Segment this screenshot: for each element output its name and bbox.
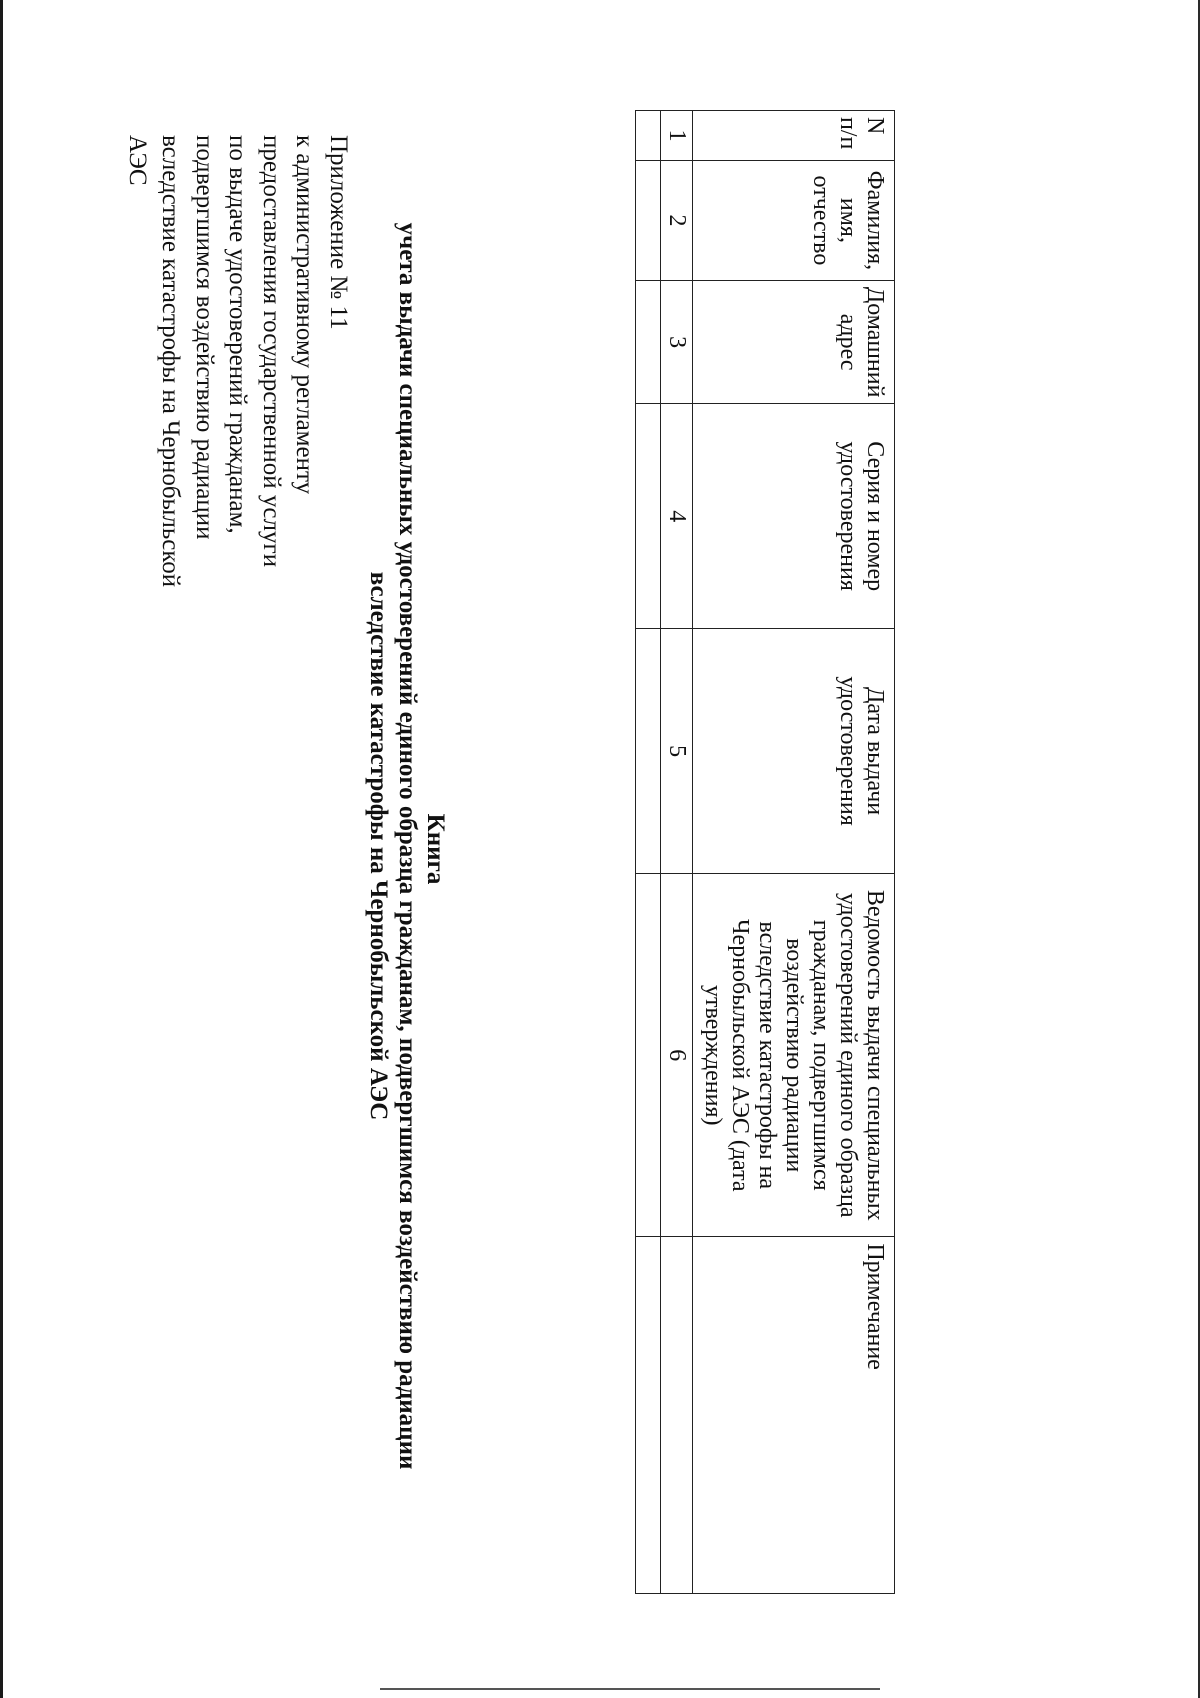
header-cell-number: N п/п (693, 111, 895, 161)
table-cell (636, 111, 661, 161)
table-cell (636, 1237, 661, 1594)
header-cell-series-number: Серия и номер удостоверения (693, 404, 895, 629)
table-cell (636, 280, 661, 404)
table-header-row (693, 111, 895, 1594)
table-row (636, 111, 661, 1594)
table-cell (636, 874, 661, 1237)
column-number-cell: 6 (661, 874, 693, 1237)
column-number-cell (661, 1237, 693, 1594)
table-column-numbers-row (661, 111, 693, 1594)
header-cell-note: Примечание (693, 1237, 895, 1594)
header-cell-home-address: Домашний адрес (693, 280, 895, 404)
table-cell (636, 404, 661, 629)
column-number-cell: 4 (661, 404, 693, 629)
column-number-cell: 5 (661, 629, 693, 874)
header-cell-statement: Ведомость выдачи специальных удостоверений единого образца гражданам, подвергшимся воздействию радиации вследствие катастрофы на Чернобыльской АЭС (дата утверждения) (693, 874, 895, 1237)
registry-table (635, 110, 895, 1594)
column-number-cell: 2 (661, 161, 693, 281)
appendix-line: к административному регламенту (291, 135, 319, 495)
document-subtitle-line1: учета выдачи специальных удостоверений единого образца гражданам, подвергшимся воздействию радиации (394, 222, 421, 1470)
column-number-cell: 3 (661, 280, 693, 404)
appendix-note (121, 135, 356, 675)
document-subtitle-line2: вследствие катастрофы на Чернобыльской АЭС (365, 571, 392, 1121)
table-cell (636, 161, 661, 281)
header-cell-issue-date: Дата выдачи удостоверения (693, 629, 895, 874)
column-number-cell: 1 (661, 111, 693, 161)
appendix-line: Приложение № 11 (325, 135, 352, 330)
appendix-line: подвергшимся воздействию радиации (191, 135, 218, 540)
appendix-line: предоставления государственной услуги (258, 135, 285, 568)
document-title: Книга (422, 813, 449, 885)
appendix-line: по выдаче удостоверений гражданам, (224, 135, 252, 534)
appendix-line: вследствие катастрофы на Чернобыльской (157, 135, 185, 588)
table-cell (636, 629, 661, 874)
appendix-line: АЭС (124, 135, 151, 186)
header-cell-full-name: Фамилия, имя, отчество (693, 161, 895, 281)
